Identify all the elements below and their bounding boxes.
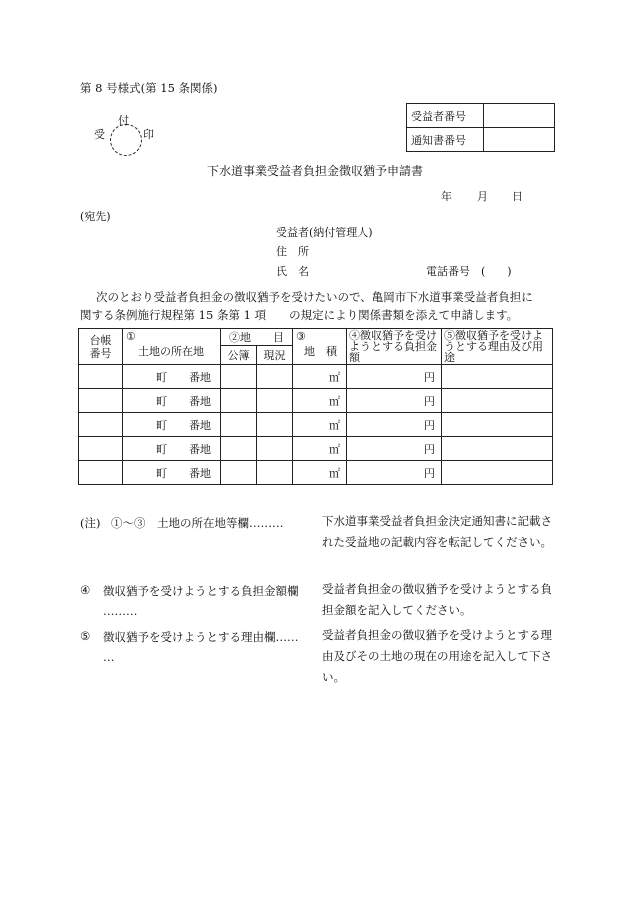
header-land-type: ②地 目 [221, 329, 293, 346]
notice-number-field[interactable] [484, 128, 555, 152]
header-location-number: ① [126, 330, 136, 343]
stamp-top-char: 付 [118, 114, 129, 127]
current-cell[interactable] [257, 365, 293, 389]
header-area-number: ③ [296, 330, 306, 343]
note-2-text: 受益者負担金の徴収猶予を受けようとする負担金額を記入してください。 [322, 582, 552, 617]
date-year: 年 [441, 190, 452, 203]
official-cell[interactable] [221, 413, 257, 437]
header-current: 現況 [257, 346, 293, 365]
beneficiary-number-label: 受益者番号 [407, 104, 484, 128]
ledger-number-cell[interactable] [79, 461, 123, 485]
document-title: 下水道事業受益者負担金徴収猶予申請書 [206, 164, 423, 178]
ledger-number-cell[interactable] [79, 389, 123, 413]
reason-cell[interactable] [442, 461, 553, 485]
current-cell[interactable] [257, 389, 293, 413]
statement-line-2: 関する条例施行規程第 15 条第 1 項 の規定により関係書類を添えて申請します。 [80, 308, 519, 322]
reason-cell[interactable] [442, 365, 553, 389]
header-area [293, 329, 347, 365]
ledger-number-cell[interactable] [79, 437, 123, 461]
statement-line-1: 次のとおり受益者負担金の徴収猶予を受けたいので、亀岡市下水道事業受益者負担に [96, 290, 533, 304]
table-row [79, 389, 553, 413]
note-1-text: 下水道事業受益者負担金決定通知書に記載された受益地の記載内容を転記してください。 [322, 514, 552, 549]
area-cell[interactable]: ㎡ [293, 437, 347, 461]
area-cell[interactable]: ㎡ [293, 365, 347, 389]
land-table [78, 328, 553, 485]
table-header-row-1 [79, 329, 553, 346]
banchi-label: 番地 [189, 442, 211, 456]
table-row [79, 437, 553, 461]
header-area-label: 地 積 [304, 345, 337, 358]
beneficiary-number-row [407, 104, 555, 128]
reason-cell[interactable] [442, 389, 553, 413]
note-3-text: 受益者負担金の徴収猶予を受けようとする理由及びその土地の現在の用途を記入して下さい。 [322, 628, 552, 684]
note-2-label-cont: ……… [103, 604, 138, 618]
current-cell[interactable] [257, 413, 293, 437]
note-2-mark: ④ [80, 583, 91, 597]
banchi-label: 番地 [189, 466, 211, 480]
location-cell[interactable] [123, 461, 221, 485]
note-2-label: 徴収猶予を受けようとする負担金額欄 [103, 584, 299, 598]
area-cell[interactable]: ㎡ [293, 389, 347, 413]
current-cell[interactable] [257, 461, 293, 485]
notice-number-label: 通知書番号 [407, 128, 484, 152]
reason-cell[interactable] [442, 413, 553, 437]
official-cell[interactable] [221, 437, 257, 461]
note-3-label: 徴収猶予を受けようとする理由欄…… [103, 630, 299, 644]
ledger-number-cell[interactable] [79, 413, 123, 437]
amount-cell[interactable]: 円 [347, 437, 442, 461]
amount-cell[interactable]: 円 [347, 461, 442, 485]
area-cell[interactable]: ㎡ [293, 413, 347, 437]
beneficiary-label: 受益者(納付管理人) [276, 226, 373, 239]
name-label: 氏 名 [276, 265, 309, 278]
banchi-label: 番地 [189, 370, 211, 384]
stamp-left-char: 受 [94, 128, 105, 141]
stamp-circle [110, 124, 142, 156]
header-reason: ⑤徴収猶予を受けようとする理由及び用途 [442, 329, 553, 365]
amount-cell[interactable]: 円 [347, 389, 442, 413]
note-3-label-cont: … [103, 650, 115, 664]
note-3-mark: ⑤ [80, 629, 91, 643]
town-label: 町 [156, 418, 167, 432]
note-1-label: ①〜③ 土地の所在地等欄……… [111, 516, 284, 530]
header-location-label: 土地の所在地 [138, 345, 204, 358]
header-amount: ④徴収猶予を受けようとする負担金額 [347, 329, 442, 365]
town-label: 町 [156, 442, 167, 456]
location-cell[interactable] [123, 365, 221, 389]
location-cell[interactable] [123, 389, 221, 413]
header-location [123, 329, 221, 365]
town-label: 町 [156, 370, 167, 384]
official-cell[interactable] [221, 389, 257, 413]
location-cell[interactable] [123, 437, 221, 461]
table-row [79, 461, 553, 485]
header-ledger-number: 台帳 番号 [79, 329, 123, 365]
banchi-label: 番地 [189, 418, 211, 432]
ledger-number-cell[interactable] [79, 365, 123, 389]
form-number: 第 8 号様式(第 15 条関係) [80, 81, 218, 95]
official-cell[interactable] [221, 461, 257, 485]
town-label: 町 [156, 466, 167, 480]
location-cell[interactable] [123, 413, 221, 437]
official-cell[interactable] [221, 365, 257, 389]
application-statement [80, 288, 555, 324]
banchi-label: 番地 [189, 394, 211, 408]
phone-label: 電話番号 ( ) [426, 265, 512, 278]
reason-cell[interactable] [442, 437, 553, 461]
table-row [79, 413, 553, 437]
addressee: (宛先) [80, 210, 111, 223]
date-month: 月 [477, 190, 488, 203]
table-row [79, 365, 553, 389]
header-official: 公簿 [221, 346, 257, 365]
town-label: 町 [156, 394, 167, 408]
address-label: 住 所 [276, 245, 309, 258]
beneficiary-number-field[interactable] [484, 104, 555, 128]
date-day: 日 [512, 190, 523, 203]
current-cell[interactable] [257, 437, 293, 461]
stamp-right-char: 印 [143, 128, 154, 141]
note-1-mark: (注) [80, 516, 101, 530]
amount-cell[interactable]: 円 [347, 413, 442, 437]
amount-cell[interactable]: 円 [347, 365, 442, 389]
number-box [406, 103, 555, 152]
area-cell[interactable]: ㎡ [293, 461, 347, 485]
notice-number-row [407, 128, 555, 152]
